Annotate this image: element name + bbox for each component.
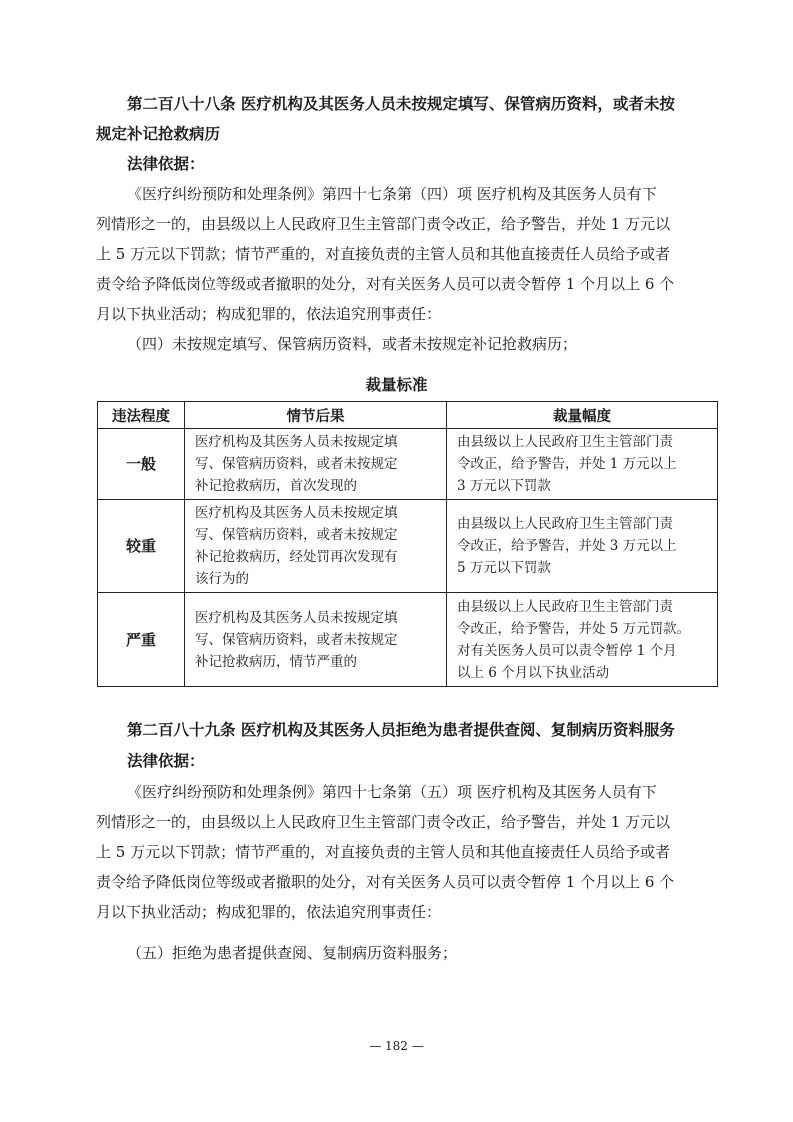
article-288-basis-line-5: 月以下执业活动；构成犯罪的，依法追究刑事责任： xyxy=(96,305,442,323)
article-288-title xyxy=(96,89,702,149)
consequence-cell xyxy=(185,500,447,593)
penalty-cell xyxy=(447,429,718,500)
cell-line: 补记抢救病历，首次发现的 xyxy=(195,478,357,494)
cell-line: 医疗机构及其医务人员未按规定填 xyxy=(195,434,398,450)
article-288-basis-line-2: 列情形之一的，由县级以上人民政府卫生主管部门责令改正，给予警告，并处 1 万元以 xyxy=(96,215,671,233)
article-289-basis-line-1: 《医疗纠纷预防和处理条例》第四十七条第（五）项 医疗机构及其医务人员有下 xyxy=(127,783,657,801)
article-289-basis-label: 法律依据： xyxy=(127,752,205,770)
article-289-item: （五）拒绝为患者提供查阅、复制病历资料服务； xyxy=(127,944,458,962)
level-cell: 严重 xyxy=(98,593,185,687)
article-289-basis-line-3: 上 5 万元以下罚款；情节严重的，对直接负责的主管人员和其他直接责任人员给予或者 xyxy=(96,843,671,861)
cell-line: 写、保管病历资料，或者未按规定 xyxy=(195,527,398,543)
header-circumstance: 情节后果 xyxy=(185,402,447,429)
cell-line: 由县级以上人民政府卫生主管部门责 xyxy=(457,434,673,450)
cell-line: 令改正，给予警告，并处 5 万元罚款。 xyxy=(457,620,691,637)
table-title: 裁量标准 xyxy=(365,376,428,394)
consequence-cell xyxy=(185,593,447,687)
cell-line: 写、保管病历资料，或者未按规定 xyxy=(195,456,398,472)
level-cell: 一般 xyxy=(98,429,185,500)
cell-line: 写、保管病历资料，或者未按规定 xyxy=(195,631,398,648)
penalty-cell xyxy=(447,500,718,593)
article-289-title-line-1: 第二百八十九条 医疗机构及其医务人员拒绝为患者提供查阅、复制病历资料服务 xyxy=(127,721,675,739)
cell-line: 5 万元以下罚款 xyxy=(457,560,551,576)
cell-line: 以上 6 个月以下执业活动 xyxy=(457,664,610,681)
article-289-basis-line-5: 月以下执业活动；构成犯罪的，依法追究刑事责任： xyxy=(96,903,442,921)
cell-line: 令改正，给予警告，并处 1 万元以上 xyxy=(457,456,677,472)
article-288-title-line-2: 规定补记抢救病历 xyxy=(96,125,221,143)
article-289-basis-line-4: 责令给予降低岗位等级或者撤职的处分，对有关医务人员可以责令暂停 1 个月以上 6 个 xyxy=(96,873,675,891)
consequence-cell xyxy=(185,429,447,500)
cell-line: 3 万元以下罚款 xyxy=(457,478,551,494)
table-header-row xyxy=(98,402,718,429)
article-288-basis-label: 法律依据： xyxy=(127,155,205,173)
cell-line: 补记抢救病历，经处罚再次发现有 xyxy=(195,549,398,565)
table-row xyxy=(98,500,718,593)
header-violation-degree: 违法程度 xyxy=(98,402,185,429)
article-289-basis-line-2: 列情形之一的，由县级以上人民政府卫生主管部门责令改正，给予警告，并处 1 万元以 xyxy=(96,813,671,831)
table-row xyxy=(98,429,718,500)
cell-line: 令改正，给予警告，并处 3 万元以上 xyxy=(457,538,677,554)
cell-line: 对有关医务人员可以责令暂停 1 个月 xyxy=(457,642,677,659)
penalty-cell xyxy=(447,593,718,687)
article-288-basis-line-3: 上 5 万元以下罚款；情节严重的，对直接负责的主管人员和其他直接责任人员给予或者 xyxy=(96,245,671,263)
article-288-basis-text xyxy=(96,179,702,329)
cell-line: 该行为的 xyxy=(195,571,249,587)
cell-line: 由县级以上人民政府卫生主管部门责 xyxy=(457,598,673,615)
header-penalty-range: 裁量幅度 xyxy=(447,402,718,429)
cell-line: 医疗机构及其医务人员未按规定填 xyxy=(195,505,398,521)
level-cell: 较重 xyxy=(98,500,185,593)
page-number: — 182 — xyxy=(369,1039,424,1053)
article-289-basis-text xyxy=(96,777,702,927)
article-288-basis-line-1: 《医疗纠纷预防和处理条例》第四十七条第（四）项 医疗机构及其医务人员有下 xyxy=(127,185,657,203)
article-289-title xyxy=(96,715,702,745)
cell-line: 补记抢救病历，情节严重的 xyxy=(195,653,357,670)
article-288-item: （四）未按规定填写、保管病历资料，或者未按规定补记抢救病历； xyxy=(127,335,578,353)
discretion-standard-table xyxy=(97,401,718,687)
cell-line: 医疗机构及其医务人员未按规定填 xyxy=(195,609,398,626)
table-row xyxy=(98,593,718,687)
article-288-title-line-1: 第二百八十八条 医疗机构及其医务人员未按规定填写、保管病历资料，或者未按 xyxy=(127,95,675,113)
cell-line: 由县级以上人民政府卫生主管部门责 xyxy=(457,516,673,532)
article-288-basis-line-4: 责令给予降低岗位等级或者撤职的处分，对有关医务人员可以责令暂停 1 个月以上 6 个 xyxy=(96,275,675,293)
